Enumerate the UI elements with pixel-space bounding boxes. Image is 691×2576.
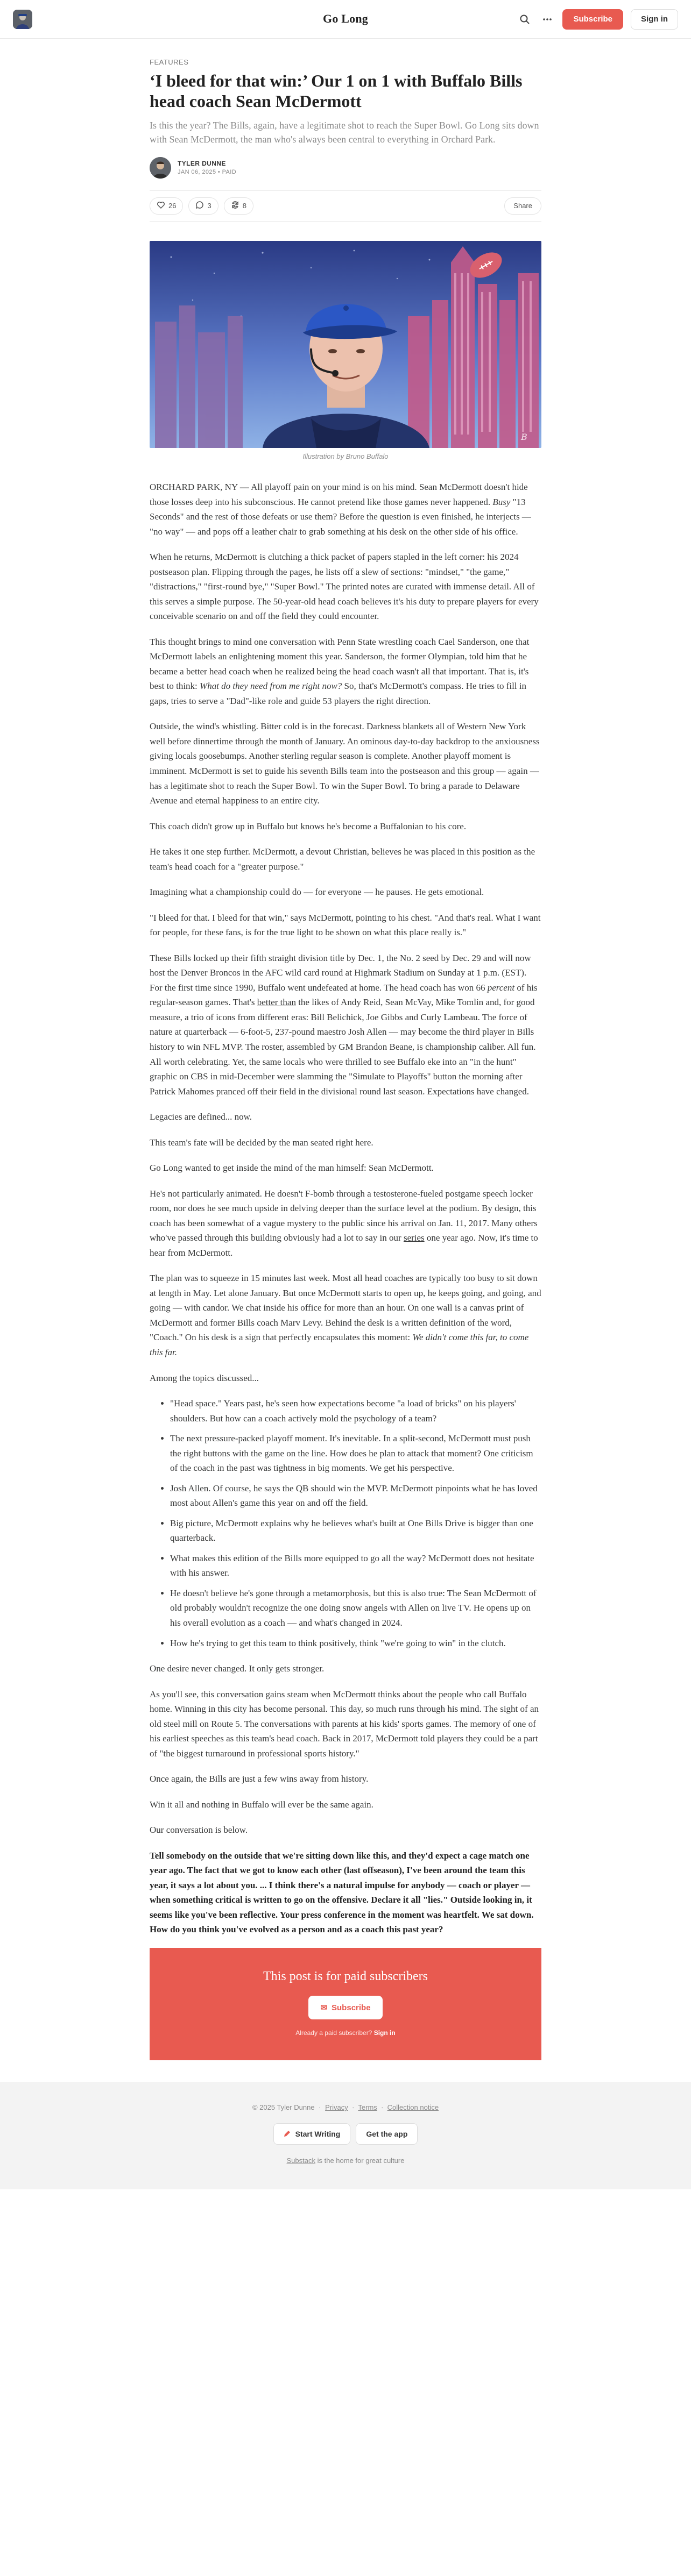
paragraph: ORCHARD PARK, NY — All playoff pain on your mind is on his mind. Sean McDermott doesn't hide those losses deep into his subconscious. He cannot pretend like those games never happened. Busy "13 Seconds" and the rest of those defeats or use them? Before the question is even finished, he interjects — "no way" — and pops off a leather chair to grab something at his desk on the other side of his office. xyxy=(150,481,531,537)
section-label[interactable]: FEATURES xyxy=(150,58,189,66)
paragraph: He takes it one step further. McDermott, a devout Christian, believes he was placed in this position as the team's head coach for a "greater purpose." xyxy=(150,846,535,872)
article-body xyxy=(150,480,541,1937)
paywall-title: This post is for paid subscribers xyxy=(263,1969,428,1983)
paragraph: Among the topics discussed... xyxy=(150,1372,259,1383)
list-item: • "Head space." Years past, he's seen how expectations become "a load of bricks" on his players' shoulders. But how can a coach actively mold the psychology of a team? xyxy=(170,1396,541,1426)
footer-tagline: Substack is the home for great culture xyxy=(286,2157,405,2165)
subscribe-icon: ✉ xyxy=(320,2003,328,2012)
restack-icon xyxy=(231,201,239,211)
post-meta: JAN 06, 2025 • PAID xyxy=(178,169,237,176)
footer-links: © 2025 Tyler Dunne · Privacy ∙ Terms ∙ Collection notice xyxy=(252,2103,439,2111)
paragraph: The plan was to squeeze in 15 minutes last week. Most all head coaches are typically too busy to sit down at length in May. Let alone January. But once McDermott starts to open up, he keeps going, and going, and going — with candor. We chat inside his office for more than an hour. On one wall is a canvas print of McDermott and former Bills coach Marv Levy. Behind the desk is a written definition of the word, "Coach." On his desk is a sign that perfectly encapsulates this moment: We didn't come this far, to come this far. xyxy=(150,1273,541,1357)
paragraph: As you'll see, this conversation gains steam when McDermott thinks about the people who call Buffalo home. Winning in this city has become personal. This day, so much runs through his mind. The sight of an old steel mill on Route 5. The conversations with parents at his kids' sports games. The memory of one of his earliest speeches as this team's head coach. Back in 2017, McDermott told players they could be a part of "the biggest turnaround in professional sports history." xyxy=(150,1689,539,1759)
like-button[interactable] xyxy=(150,197,183,215)
paragraph: Outside, the wind's whistling. Bitter cold is in the forecast. Darkness blankets all of Western New York well before dinnertime through the month of January. An ominous day-to-day backdrop to the anxiousness giving locals goosebumps. Another sterling regular season is complete. Another playoff moment is imminent. McDermott is set to guide his seventh Bills team into the postseason and this group — again — has a legitimate shot to reach the Super Bowl. To win the Super Bowl. To bring a parade to Delaware Avenue and eternal happiness to an entire city. xyxy=(150,721,540,806)
image-caption: Illustration by Bruno Buffalo xyxy=(302,452,389,460)
substack-link[interactable]: Substack xyxy=(286,2157,315,2165)
footer xyxy=(0,2082,691,2189)
hero-illustration[interactable] xyxy=(150,241,541,448)
list-item: • Big picture, McDermott explains why he believes what's built at One Bills Drive is bigger than one quarterback. xyxy=(170,1516,541,1546)
comment-icon xyxy=(195,201,204,211)
sign-in-button[interactable]: Sign in xyxy=(631,9,678,30)
article-subtitle: Is this the year? The Bills, again, have a legitimate shot to reach the Super Bowl. Go Long sits down with Sean McDermott, the man who's always been central to everything in Orchard Park. xyxy=(150,119,539,145)
restack-button[interactable] xyxy=(224,197,253,215)
comment-count: 3 xyxy=(207,202,211,210)
byline xyxy=(150,157,541,179)
list-item: • How he's trying to get this team to think positively, think "we're going to win" in the clutch. xyxy=(170,1636,541,1651)
subscribe-button[interactable]: Subscribe xyxy=(562,9,623,30)
paywall-sign-in-link[interactable]: Sign in xyxy=(373,2029,396,2037)
collection-notice-link[interactable]: Collection notice xyxy=(387,2103,439,2111)
article-title: ‘I bleed for that win:’ Our 1 on 1 with Buffalo Bills head coach Sean McDermott xyxy=(150,71,523,111)
pencil-icon xyxy=(284,2130,291,2139)
paragraph: Our conversation is below. xyxy=(150,1825,248,1835)
question-paragraph: Tell somebody on the outside that we're sitting down like this, and they'd expect a cage match one year ago. The fact that we got to know each other (last offseason), I've been around the team this year, it says a lot about you. ... I think there's a natural impulse for anybody — coach or player — when something critical is written to go on the offensive. Declare it all "lies." Outside looking in, it seems like you've been reflective. Your press conference in the moment was heartfelt. We sat down. How do you think you've evolved as a person and as a coach this past year? xyxy=(150,1850,534,1935)
post-actions xyxy=(150,190,541,222)
start-writing-button[interactable]: Start Writing xyxy=(273,2123,351,2145)
paragraph: Legacies are defined... now. xyxy=(150,1112,252,1122)
logo-icon[interactable] xyxy=(13,10,32,29)
get-the-app-button[interactable]: Get the app xyxy=(356,2123,418,2145)
paragraph: This coach didn't grow up in Buffalo but knows he's become a Buffalonian to his core. xyxy=(150,821,467,831)
paywall-subscribe-button[interactable]: ✉ Subscribe xyxy=(308,1996,382,2019)
paragraph: Win it all and nothing in Buffalo will ever be the same again. xyxy=(150,1799,373,1810)
paragraph: This thought brings to mind one conversation with Penn State wrestling coach Cael Sanderson, one that McDermott labels an enlightening moment this year. Sanderson, the former Olympian, told him that he became a better head coach when he realized being the head coach wasn't all that important. That is, it's best to think: What do they need from me right now? So, that's McDermott's compass. He tries to fill in gaps, tries to serve a "Dad"-like role and guide 53 players the right direction. xyxy=(150,636,530,706)
topics-list xyxy=(150,1396,541,1650)
site-title[interactable]: Go Long xyxy=(323,12,368,25)
copyright: © 2025 Tyler Dunne xyxy=(252,2103,315,2111)
paragraph: "I bleed for that. I bleed for that win," says McDermott, pointing to his chest. "And that's real. What I want for people, for these fans, is for the true light to be shown on what this place really is." xyxy=(150,912,541,938)
avatar[interactable] xyxy=(150,157,171,179)
comments-button[interactable] xyxy=(188,197,218,215)
like-count: 26 xyxy=(168,202,177,210)
paragraph: Imagining what a championship could do — for everyone — he pauses. He gets emotional. xyxy=(150,887,484,898)
heart-icon xyxy=(157,201,165,211)
paragraph: One desire never changed. It only gets stronger. xyxy=(150,1663,325,1674)
list-item: • What makes this edition of the Bills more equipped to go all the way? McDermott does not hesitate with his answer. xyxy=(170,1551,541,1581)
author-name[interactable]: TYLER DUNNE xyxy=(178,160,226,168)
better-than-link[interactable]: better than xyxy=(257,997,296,1008)
paywall xyxy=(150,1948,541,2060)
list-item: • Josh Allen. Of course, he says the QB should win the MVP. McDermott pinpoints what he has loved most about Allen's game this year on and off the field. xyxy=(170,1481,541,1511)
list-item: • The next pressure-packed playoff moment. It's inevitable. In a split-second, McDermott must push the right buttons with the game on the line. How does he plan to attack that moment? One criticism of the coach in the past was tightness in big moments. We get his perspective. xyxy=(170,1431,541,1476)
list-item: • He doesn't believe he's gone through a metamorphosis, but this is also true: The Sean McDermott of old probably wouldn't recognize the one doing snow angels with Allen on live TV. He opens up on his overall evolution as a coach — and what's changed in 2024. xyxy=(170,1586,541,1631)
terms-link[interactable]: Terms xyxy=(358,2103,377,2111)
paragraph: Once again, the Bills are just a few wins away from history. xyxy=(150,1774,369,1784)
article xyxy=(150,39,541,2060)
paragraph: He's not particularly animated. He doesn't F-bomb through a testosterone-fueled postgame speech locker room, nor does he see much upside in delving deeper than the surface level at the podium. By design, this coach has been somewhat of a vague mystery to the public since his arrival on Jan. 11, 2017. Many others who've passed through this building obviously had a lot to say in our series one year ago. Now, it's time to hear from McDermott. xyxy=(150,1188,538,1258)
privacy-link[interactable]: Privacy xyxy=(325,2103,348,2111)
svg-text:B: B xyxy=(521,431,527,442)
share-button[interactable]: Share xyxy=(504,197,541,215)
paragraph: These Bills locked up their fifth straight division title by Dec. 1, the No. 2 seed by Dec. 29 and will now host the Denver Broncos in the AFC wild card round at Highmark Stadium on Sunday at 1 p.m. (EST). For the first time since 1990, Buffalo went undefeated at home. The head coach has won 66 percent of his regular-season games. That's better than the likes of Andy Reid, Sean McVay, Mike Tomlin and, for good measure, a trio of icons from different eras: Bill Belichick, Joe Gibbs and Curly Lambeau. The force of nature at quarterback — 6-foot-5, 237-pound maestro Josh Allen — may become the third player in Bills history to win NFL MVP. The roster, assembled by GM Brandon Beane, is championship caliber. All fun. All worth celebrating. Yet, the same locals who were thrilled to see Buffalo eke into an "in the hunt" graphic on CBS in mid-December were slamming the "Simulate to Playoffs" button the morning after Patrick Mahomes pranced off their field in the divisional round last season. Expectations have changed. xyxy=(150,952,538,1097)
paragraph: This team's fate will be decided by the man seated right here. xyxy=(150,1137,373,1148)
paragraph: Go Long wanted to get inside the mind of the man himself: Sean McDermott. xyxy=(150,1163,434,1173)
paragraph: When he returns, McDermott is clutching a thick packet of papers stapled in the left corner: his 2024 postseason plan. Flipping through the pages, he lists off a slew of sections: "mindset," "the game," "distractions," "first-round bye," "Super Bowl." The printed notes are curated with immense detail. All of this serves a simple purpose. The 50-year-old head coach believes it's his duty to prepare players for every conceivable scenario on and off the field they could encounter. xyxy=(150,552,539,622)
more-icon[interactable] xyxy=(540,12,555,27)
restack-count: 8 xyxy=(242,202,246,210)
top-bar xyxy=(0,0,691,39)
paywall-note: Already a paid subscriber? Sign in xyxy=(295,2029,396,2037)
search-icon[interactable] xyxy=(517,12,532,27)
series-link[interactable]: series xyxy=(403,1233,425,1243)
